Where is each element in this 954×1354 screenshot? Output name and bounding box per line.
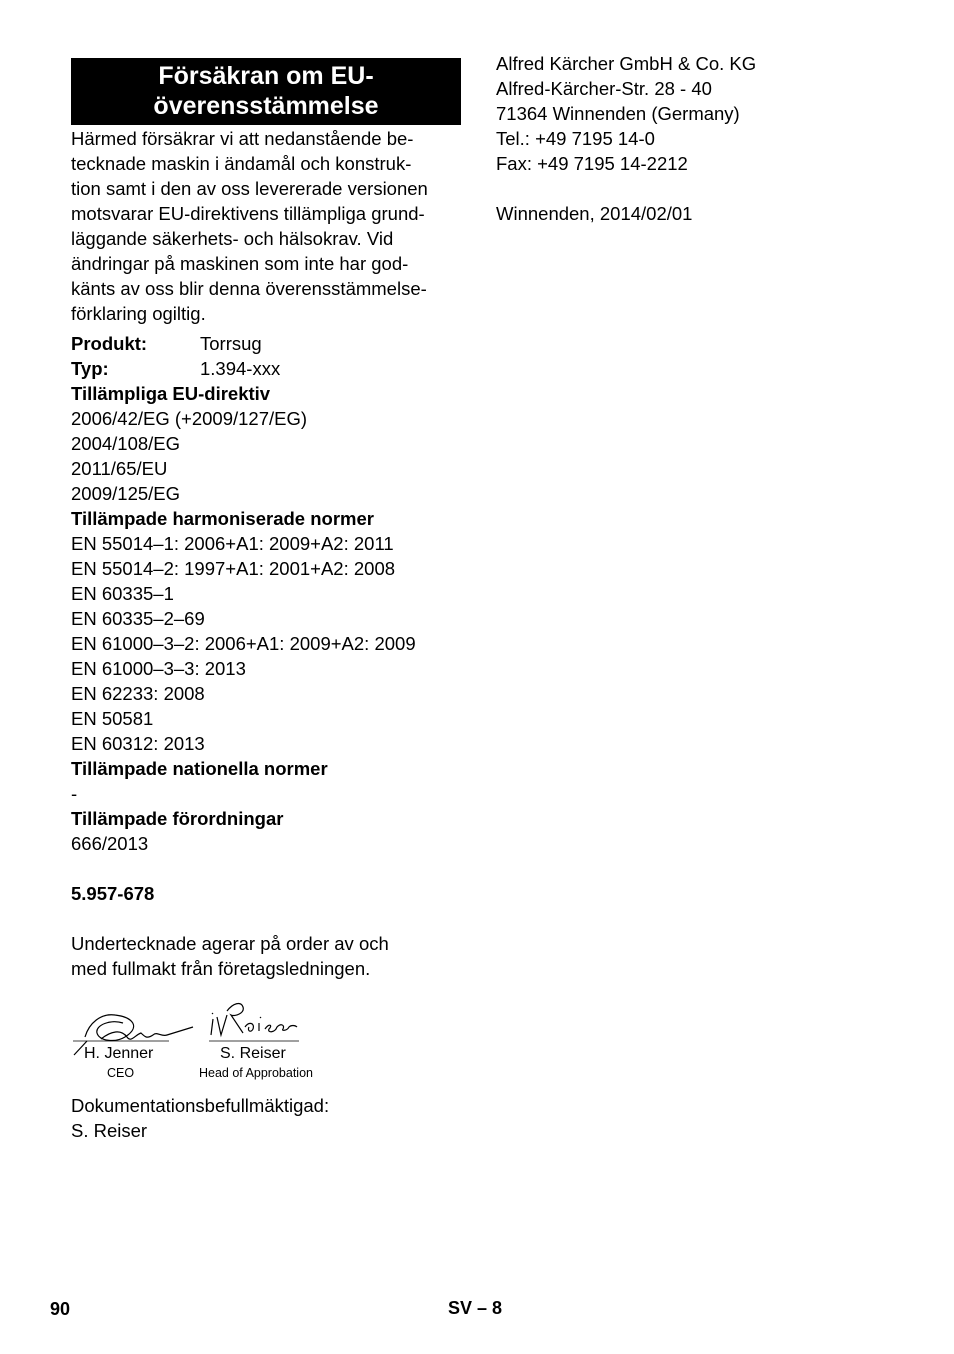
intro-line: läggande säkerhets- och hälsokrav. Vid: [71, 228, 394, 249]
signed-note-line: med fullmakt från företagsledningen.: [71, 958, 371, 979]
intro-paragraph: [71, 126, 461, 326]
harmonised-standards-title: Tillämpade harmoniserade normer: [71, 508, 374, 529]
place-date: Winnenden, 2014/02/01: [496, 203, 693, 224]
signatory-name-2: S. Reiser: [220, 1045, 286, 1062]
signatory-title-2: Head of Approbation: [199, 1066, 313, 1080]
eu-directives-title: Tillämpliga EU-direktiv: [71, 383, 271, 404]
standard-item: EN 61000–3–3: 2013: [71, 658, 246, 679]
signatory-name-1: H. Jenner: [84, 1045, 154, 1062]
national-standards-title: Tillämpade nationella normer: [71, 758, 328, 779]
national-standards-value: -: [71, 783, 78, 804]
intro-line: tion samt i den av oss levererade versionen: [71, 178, 428, 199]
signature-block: [71, 993, 461, 1093]
intro-line: ändringar på maskinen som inte har god-: [71, 253, 409, 274]
right-column: [496, 51, 916, 226]
company-line: Fax: +49 7195 14-2212: [496, 153, 688, 174]
product-label: Produkt:: [71, 333, 148, 354]
product-row: [71, 331, 461, 356]
document-number: 5.957-678: [71, 883, 155, 904]
intro-line: motsvarar EU-direktivens tillämpliga grund-: [71, 203, 425, 224]
regulations-title: Tillämpade förordningar: [71, 808, 284, 829]
standard-item: EN 55014–2: 1997+A1: 2001+A2: 2008: [71, 558, 396, 579]
eu-directive-item: 2009/125/EG: [71, 483, 181, 504]
intro-line: känts av oss blir denna överensstämmelse-: [71, 278, 427, 299]
company-line: Alfred Kärcher GmbH & Co. KG: [496, 53, 757, 74]
standard-item: EN 55014–1: 2006+A1: 2009+A2: 2011: [71, 533, 394, 554]
standard-item: EN 62233: 2008: [71, 683, 205, 704]
title-line-2: överensstämmelse: [153, 92, 379, 120]
type-label: Typ:: [71, 358, 109, 379]
signed-note-line: Undertecknade agerar på order av och: [71, 933, 389, 954]
standard-item: EN 60335–1: [71, 583, 174, 604]
section-label: SV – 8: [448, 1298, 503, 1318]
title-line-1: Försäkran om EU-: [158, 62, 374, 90]
standard-item: EN 61000–3–2: 2006+A1: 2009+A2: 2009: [71, 633, 416, 654]
regulations-value: 666/2013: [71, 833, 149, 854]
eu-directive-item: 2006/42/EG (+2009/127/EG): [71, 408, 308, 429]
page-number: 90: [50, 1299, 71, 1319]
standard-item: EN 60312: 2013: [71, 733, 205, 754]
documentation-label: Dokumentationsbefullmäktigad:: [71, 1095, 330, 1116]
standard-item: EN 60335–2–69: [71, 608, 205, 629]
intro-line: förklaring ogiltig.: [71, 303, 206, 324]
company-line: Alfred-Kärcher-Str. 28 - 40: [496, 78, 712, 99]
company-line: Tel.: +49 7195 14-0: [496, 128, 655, 149]
standard-item: EN 50581: [71, 708, 154, 729]
company-line: 71364 Winnenden (Germany): [496, 103, 740, 124]
type-row: [71, 356, 461, 381]
page-title: [71, 58, 461, 125]
eu-directive-item: 2011/65/EU: [71, 458, 168, 479]
type-value: 1.394-xxx: [200, 358, 281, 379]
product-value: Torrsug: [200, 333, 262, 354]
signatory-title-1: CEO: [107, 1066, 135, 1080]
eu-directive-item: 2004/108/EG: [71, 433, 181, 454]
reiser-signature: [211, 1004, 243, 1035]
left-column: [71, 58, 461, 1143]
intro-line: tecknade maskin i ändamål och konstruk-: [71, 153, 412, 174]
documentation-name: S. Reiser: [71, 1120, 148, 1141]
intro-line: Härmed försäkrar vi att nedanstående be-: [71, 128, 414, 149]
